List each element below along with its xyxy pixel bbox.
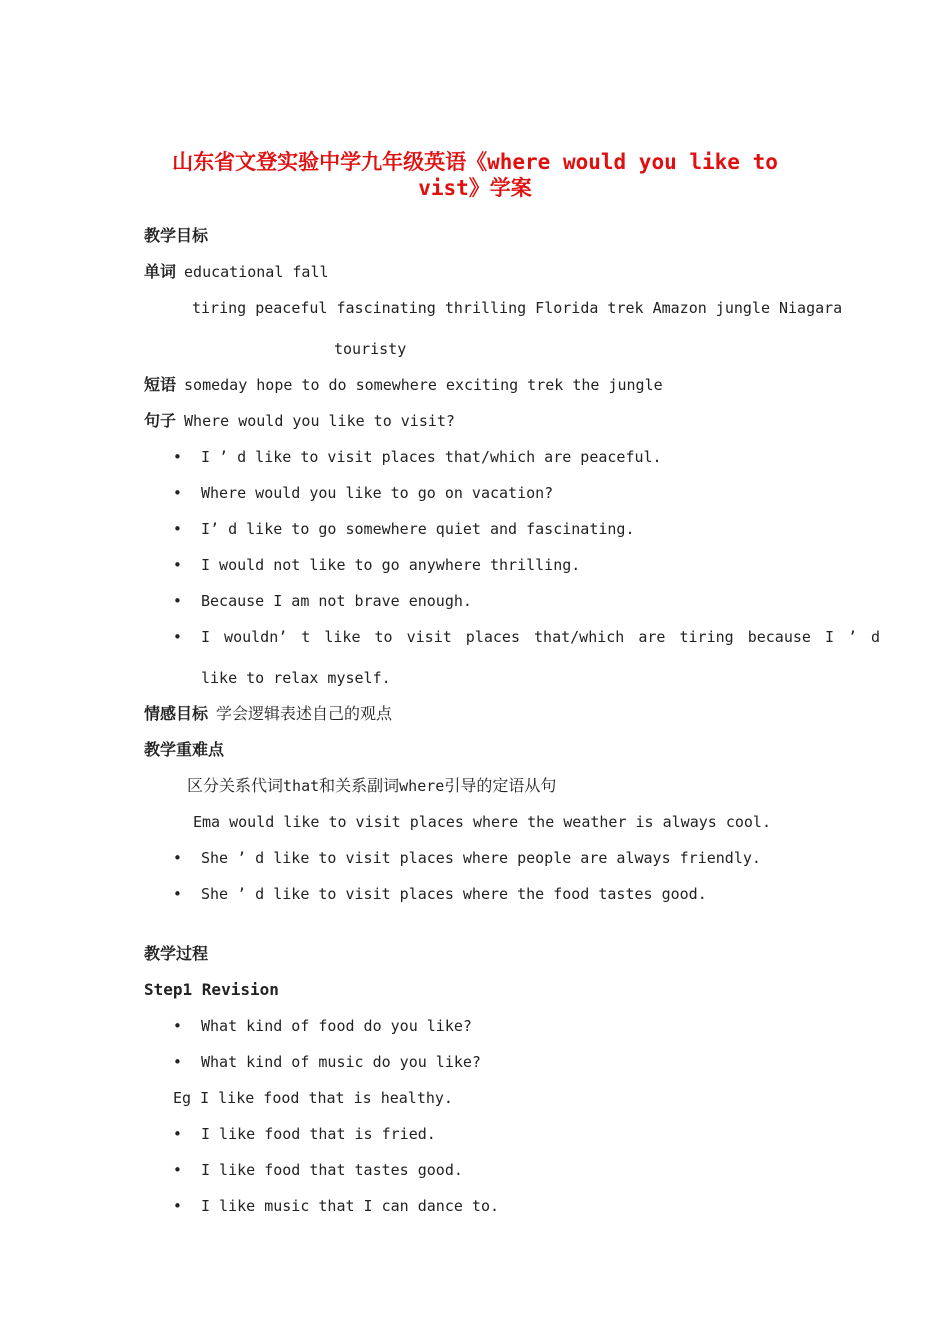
- bullet-icon: •: [173, 1125, 182, 1143]
- bullet-icon: •: [173, 592, 182, 610]
- bullet-icon: •: [173, 1197, 182, 1215]
- bullet-icon: •: [173, 849, 182, 867]
- phrases-label: 短语: [144, 375, 177, 394]
- bullet-icon: •: [173, 1161, 182, 1179]
- list-item: • Where would you like to go on vacation?: [173, 484, 554, 502]
- words-line-1: educational fall: [184, 263, 329, 281]
- list-item: • I like music that I can dance to.: [173, 1197, 500, 1215]
- emotion-text: 学会逻辑表述自己的观点: [216, 704, 393, 723]
- page-title-line-1: 山东省文登实验中学九年级英语《where would you like to: [172, 150, 778, 174]
- words-label: 单词: [144, 262, 177, 281]
- keypoints-heading: 教学重难点: [144, 740, 225, 759]
- emotion-row: [144, 704, 392, 724]
- list-item: • What kind of food do you like?: [173, 1017, 472, 1035]
- words-line-3: touristy: [334, 340, 407, 358]
- bullet-icon: •: [173, 520, 182, 538]
- bullet-icon: •: [173, 628, 182, 646]
- list-item: • I wouldn’ t like to visit places that/which are tiring because I ’ d: [173, 628, 881, 646]
- list-item: • I like food that is fried.: [173, 1125, 436, 1143]
- bullet-icon: •: [173, 885, 182, 903]
- list-item: • I like food that tastes good.: [173, 1161, 463, 1179]
- keypoints-intro: 区分关系代词that和关系副词where引导的定语从句: [187, 776, 557, 795]
- list-item: • I ’ d like to visit places that/which are peaceful.: [173, 448, 662, 466]
- example-line: Eg I like food that is healthy.: [173, 1089, 453, 1107]
- list-item: • I would not like to go anywhere thrilling.: [173, 556, 581, 574]
- bullet-icon: •: [173, 448, 182, 466]
- list-item: • She ’ d like to visit places where people are always friendly.: [173, 849, 761, 867]
- sentence-continuation: like to relax myself.: [201, 669, 391, 687]
- bullet-icon: •: [173, 1017, 182, 1035]
- words-line-2: tiring peaceful fascinating thrilling Florida trek Amazon jungle Niagara: [192, 299, 843, 317]
- sentences-label: 句子: [144, 411, 177, 430]
- bullet-icon: •: [173, 556, 182, 574]
- words-row: [144, 262, 329, 282]
- sentences-row: [144, 411, 455, 431]
- bullet-icon: •: [173, 484, 182, 502]
- phrases-row: [144, 375, 663, 395]
- process-heading: 教学过程: [144, 944, 209, 963]
- list-item: • What kind of music do you like?: [173, 1053, 481, 1071]
- objectives-heading: 教学目标: [144, 226, 209, 245]
- keypoints-example: Ema would like to visit places where the weather is always cool.: [193, 813, 771, 831]
- list-item: • Because I am not brave enough.: [173, 592, 472, 610]
- list-item: • She ’ d like to visit places where the food tastes good.: [173, 885, 707, 903]
- bullet-icon: •: [173, 1053, 182, 1071]
- page-title-line-2: vist》学案: [418, 176, 532, 200]
- list-item: • I’ d like to go somewhere quiet and fascinating.: [173, 520, 635, 538]
- sentence-first: Where would you like to visit?: [184, 412, 455, 430]
- emotion-label: 情感目标: [144, 704, 209, 723]
- step1-heading: Step1 Revision: [144, 980, 279, 999]
- phrases-text: someday hope to do somewhere exciting trek the jungle: [184, 376, 663, 394]
